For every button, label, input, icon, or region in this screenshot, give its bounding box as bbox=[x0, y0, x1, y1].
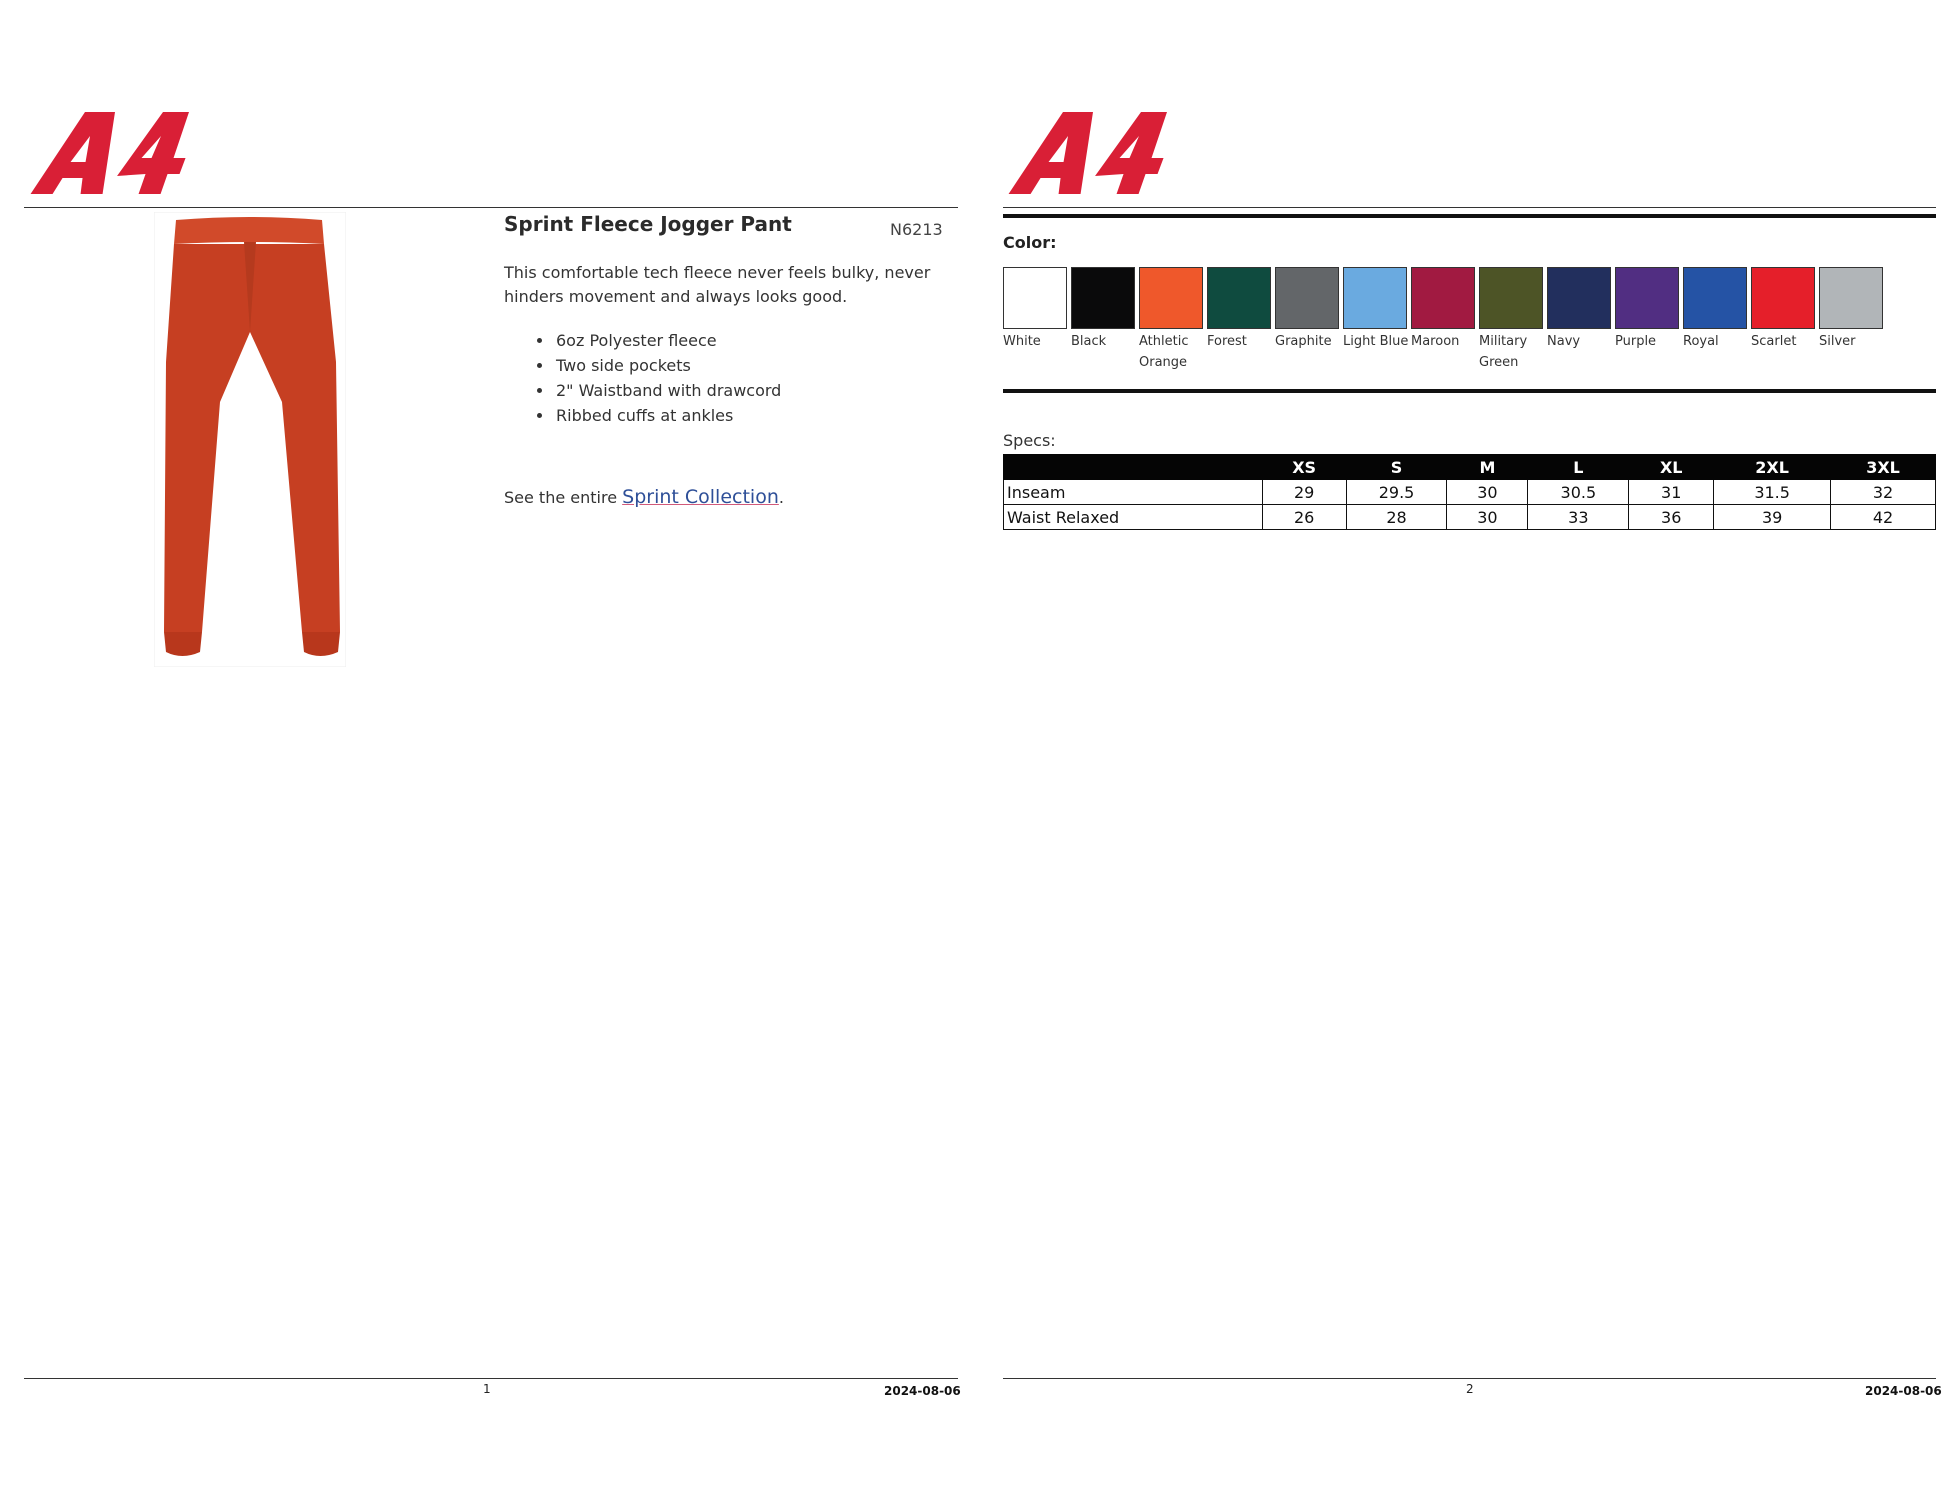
color-swatch-label: Maroon bbox=[1411, 334, 1460, 349]
page-number: 1 bbox=[483, 1382, 491, 1396]
row-label: Inseam bbox=[1004, 480, 1263, 505]
feature-item: • 6oz Polyester fleece bbox=[554, 328, 781, 353]
collection-line bbox=[504, 486, 784, 508]
color-swatch bbox=[1479, 267, 1543, 329]
color-swatch-label: Black bbox=[1071, 334, 1107, 349]
table-row bbox=[1004, 505, 1936, 530]
color-section-bottom-rule bbox=[1003, 389, 1936, 393]
feature-item: • Two side pockets bbox=[554, 353, 781, 378]
color-swatch-item bbox=[1751, 267, 1817, 352]
table-row bbox=[1004, 480, 1936, 505]
color-swatch bbox=[1071, 267, 1135, 329]
catalog-page-1 bbox=[0, 0, 976, 1510]
color-swatch bbox=[1139, 267, 1203, 329]
footer-rule bbox=[1003, 1378, 1936, 1379]
color-swatch bbox=[1819, 267, 1883, 329]
color-swatch-item bbox=[1343, 267, 1409, 352]
product-title: Sprint Fleece Jogger Pant bbox=[504, 212, 792, 236]
color-swatch-label: Forest bbox=[1207, 334, 1247, 349]
color-swatch-item bbox=[1615, 267, 1681, 352]
color-swatch-item bbox=[1139, 267, 1205, 373]
color-swatch-item bbox=[1547, 267, 1613, 352]
color-swatch-label: Military Green bbox=[1479, 334, 1528, 370]
color-swatch bbox=[1003, 267, 1067, 329]
size-header: M bbox=[1447, 455, 1528, 480]
header-rule bbox=[24, 207, 958, 208]
row-label: Waist Relaxed bbox=[1004, 505, 1263, 530]
color-swatch-label: Scarlet bbox=[1751, 334, 1797, 349]
spec-cell: 32 bbox=[1831, 480, 1936, 505]
color-swatch bbox=[1343, 267, 1407, 329]
color-swatch-label: Purple bbox=[1615, 334, 1657, 349]
feature-item: • 2" Waistband with drawcord bbox=[554, 378, 781, 403]
size-header: XL bbox=[1629, 455, 1714, 480]
specs-table bbox=[1003, 454, 1936, 530]
product-image bbox=[154, 212, 346, 667]
a4-logo-icon bbox=[1006, 108, 1186, 198]
color-swatch-label: Navy bbox=[1547, 334, 1581, 349]
color-swatch bbox=[1615, 267, 1679, 329]
color-swatch-item bbox=[1275, 267, 1341, 352]
color-swatch-item bbox=[1003, 267, 1069, 352]
collection-prefix: See the entire bbox=[504, 488, 623, 507]
catalog-page-2 bbox=[978, 0, 1953, 1510]
product-description: This comfortable tech fleece never feels bulky, never hinders movement and always looks good. bbox=[504, 263, 931, 306]
spec-cell: 29 bbox=[1262, 480, 1346, 505]
a4-logo-icon bbox=[28, 108, 208, 198]
color-section-top-rule bbox=[1003, 214, 1936, 218]
color-swatch bbox=[1275, 267, 1339, 329]
spec-cell: 33 bbox=[1528, 505, 1629, 530]
spec-cell: 31 bbox=[1629, 480, 1714, 505]
size-header: 3XL bbox=[1831, 455, 1936, 480]
color-swatch bbox=[1207, 267, 1271, 329]
color-swatch bbox=[1547, 267, 1611, 329]
collection-suffix: . bbox=[778, 488, 784, 507]
spec-cell: 29.5 bbox=[1346, 480, 1447, 505]
product-sku: N6213 bbox=[890, 220, 943, 239]
spec-cell: 31.5 bbox=[1714, 480, 1831, 505]
spec-cell: 42 bbox=[1831, 505, 1936, 530]
color-swatch-item bbox=[1071, 267, 1137, 352]
color-swatch-label: Silver bbox=[1819, 334, 1856, 349]
page-number: 2 bbox=[1466, 1382, 1474, 1396]
spec-cell: 30 bbox=[1447, 480, 1528, 505]
spec-cell: 30.5 bbox=[1528, 480, 1629, 505]
feature-list bbox=[534, 328, 781, 428]
color-swatch-label: Graphite bbox=[1275, 334, 1332, 349]
header-rule bbox=[1003, 207, 1936, 208]
size-header: L bbox=[1528, 455, 1629, 480]
color-swatch-label: Royal bbox=[1683, 334, 1719, 349]
specs-label: Specs: bbox=[1003, 431, 1056, 450]
sprint-collection-link[interactable]: Sprint Collection bbox=[622, 486, 779, 508]
spec-cell: 28 bbox=[1346, 505, 1447, 530]
size-header: S bbox=[1346, 455, 1447, 480]
color-swatch-label: Athletic Orange bbox=[1139, 334, 1189, 370]
a4-logo bbox=[1006, 108, 1186, 198]
footer-rule bbox=[24, 1378, 958, 1379]
color-swatch-item bbox=[1411, 267, 1477, 352]
size-header: XS bbox=[1262, 455, 1346, 480]
color-swatch-item bbox=[1683, 267, 1749, 352]
spec-cell: 26 bbox=[1262, 505, 1346, 530]
color-swatch-item bbox=[1819, 267, 1885, 352]
spec-cell: 36 bbox=[1629, 505, 1714, 530]
color-heading: Color: bbox=[1003, 233, 1057, 252]
print-date: 2024-08-06 bbox=[884, 1384, 961, 1398]
print-date: 2024-08-06 bbox=[1865, 1384, 1942, 1398]
size-header: 2XL bbox=[1714, 455, 1831, 480]
jogger-pant-icon bbox=[154, 212, 346, 667]
specs-header-row bbox=[1004, 455, 1936, 480]
color-swatch-label: White bbox=[1003, 334, 1041, 349]
color-swatch bbox=[1683, 267, 1747, 329]
color-swatch bbox=[1411, 267, 1475, 329]
specs-header-blank bbox=[1004, 455, 1263, 480]
spec-cell: 30 bbox=[1447, 505, 1528, 530]
color-swatch-label: Light Blue bbox=[1343, 334, 1409, 349]
a4-logo bbox=[28, 108, 208, 198]
color-swatch-item bbox=[1207, 267, 1273, 352]
spec-cell: 39 bbox=[1714, 505, 1831, 530]
feature-item: • Ribbed cuffs at ankles bbox=[554, 403, 781, 428]
color-swatch bbox=[1751, 267, 1815, 329]
color-swatch-item bbox=[1479, 267, 1545, 373]
